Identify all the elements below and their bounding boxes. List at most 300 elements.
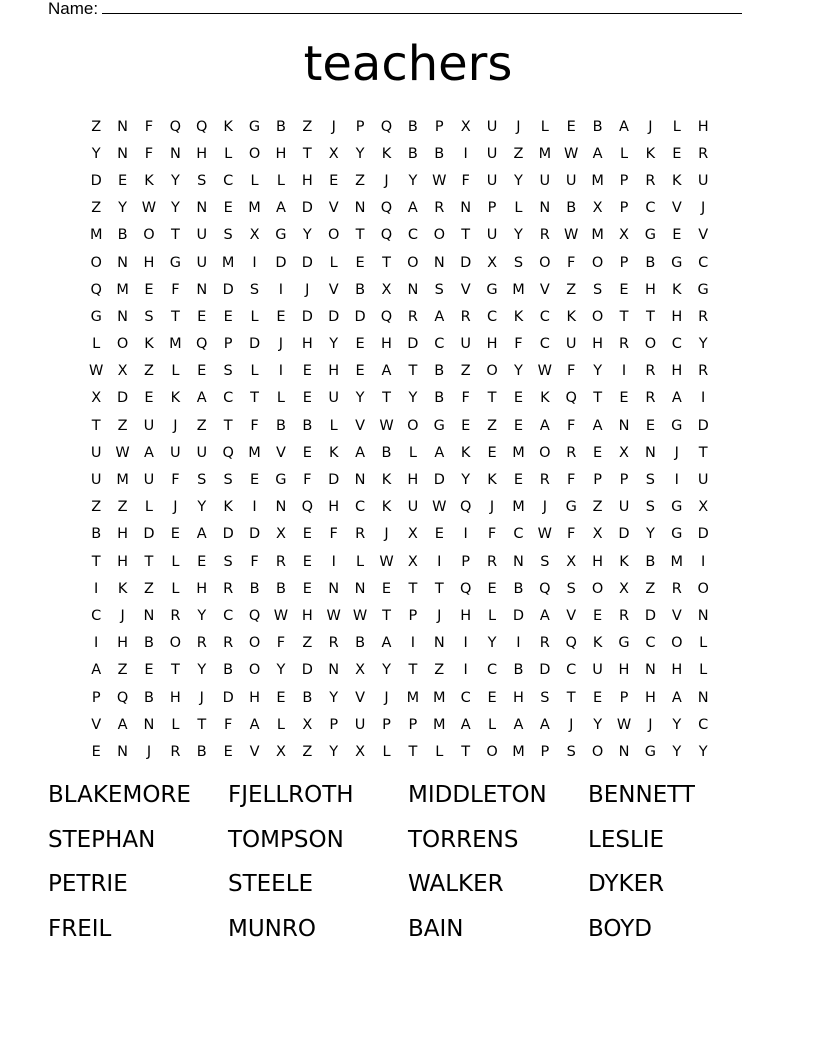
grid-letter: L <box>382 743 391 760</box>
grid-letter: R <box>645 363 656 380</box>
grid-letter: Y <box>672 743 682 760</box>
word-list-item: WALKER <box>408 871 504 897</box>
grid-letter: V <box>91 716 102 733</box>
grid-letter: T <box>91 417 101 434</box>
grid-letter: Q <box>169 118 182 135</box>
grid-letter: I <box>94 635 99 652</box>
grid-letter: H <box>381 336 392 353</box>
grid-letter: F <box>567 417 576 434</box>
grid-letter: T <box>382 390 391 407</box>
grid-letter: E <box>513 472 524 489</box>
word-list-item: BENNETT <box>588 782 695 808</box>
grid-letter: Y <box>197 607 207 624</box>
grid-letter: Y <box>329 689 339 706</box>
grid-letter: G <box>565 499 577 516</box>
grid-letter: E <box>118 172 128 189</box>
grid-letter: J <box>278 336 284 353</box>
grid-letter: R <box>407 308 418 325</box>
grid-letter: B <box>117 227 128 244</box>
grid-letter: K <box>672 172 682 189</box>
grid-letter: G <box>433 417 445 434</box>
grid-letter: N <box>143 607 155 624</box>
grid-letter: X <box>355 662 366 679</box>
grid-letter: X <box>698 499 709 516</box>
grid-letter: G <box>275 472 287 489</box>
grid-letter: V <box>671 200 682 217</box>
grid-letter: H <box>275 145 287 162</box>
grid-row <box>83 195 716 222</box>
grid-letter: I <box>410 635 416 652</box>
grid-letter: E <box>355 254 365 271</box>
grid-letter: K <box>328 444 339 461</box>
grid-letter: U <box>196 254 208 271</box>
grid-letter: H <box>143 254 155 271</box>
grid-letter: Y <box>355 390 365 407</box>
grid-letter: W <box>432 172 447 189</box>
grid-letter: R <box>539 227 550 244</box>
grid-row <box>83 494 716 521</box>
grid-letter: D <box>222 689 234 706</box>
grid-row <box>83 140 716 167</box>
grid-letter: I <box>621 363 627 380</box>
grid-letter: E <box>593 689 603 706</box>
grid-letter: M <box>248 200 261 217</box>
grid-letter: E <box>355 363 365 380</box>
grid-letter: S <box>223 553 233 570</box>
grid-letter: N <box>644 662 656 679</box>
grid-letter: G <box>644 743 657 760</box>
grid-letter: T <box>566 689 576 706</box>
grid-letter: D <box>222 281 234 298</box>
grid-letter: B <box>144 689 154 706</box>
grid-letter: J <box>489 499 495 516</box>
grid-letter: B <box>223 662 234 679</box>
grid-letter: L <box>435 743 444 760</box>
word-list-item: STEELE <box>228 871 314 897</box>
grid-letter: Y <box>329 743 339 760</box>
grid-letter: V <box>671 607 682 624</box>
grid-letter: U <box>90 472 102 489</box>
grid-letter: Z <box>91 200 102 217</box>
name-blank-line <box>102 0 742 14</box>
grid-letter: D <box>433 472 445 489</box>
grid-letter: E <box>381 580 392 597</box>
grid-letter: H <box>301 172 313 189</box>
grid-letter: Q <box>565 390 577 407</box>
grid-row <box>83 548 716 575</box>
grid-letter: N <box>433 635 445 652</box>
grid-letter: D <box>512 607 525 624</box>
grid-row <box>83 222 716 249</box>
grid-letter: H <box>671 662 683 679</box>
grid-letter: A <box>434 308 445 325</box>
grid-letter: F <box>329 526 338 543</box>
grid-row <box>83 113 716 140</box>
grid-letter: E <box>329 172 339 189</box>
grid-letter: R <box>223 635 234 652</box>
grid-letter: C <box>486 308 498 325</box>
grid-letter: N <box>697 689 709 706</box>
grid-row <box>83 466 716 493</box>
grid-row <box>83 630 716 657</box>
grid-letter: I <box>252 499 257 516</box>
grid-letter: K <box>645 145 656 162</box>
grid-letter: N <box>354 200 366 217</box>
grid-letter: J <box>569 716 574 733</box>
grid-letter: D <box>90 172 102 189</box>
grid-row <box>83 249 716 276</box>
grid-letter: M <box>116 281 129 298</box>
grid-letter: M <box>512 743 525 760</box>
grid-letter: X <box>407 553 418 570</box>
grid-letter: Z <box>91 499 102 516</box>
grid-letter: A <box>539 607 550 624</box>
grid-letter: X <box>355 743 366 760</box>
grid-letter: Y <box>408 390 418 407</box>
grid-letter: C <box>671 336 682 353</box>
grid-letter: V <box>328 200 339 217</box>
grid-letter: L <box>329 417 338 434</box>
grid-letter: N <box>196 281 208 298</box>
grid-letter: P <box>329 716 339 733</box>
grid-letter: H <box>196 145 208 162</box>
grid-letter: I <box>463 526 468 543</box>
grid-letter: F <box>487 526 497 543</box>
grid-letter: S <box>197 172 207 189</box>
grid-letter: A <box>434 444 445 461</box>
grid-letter: Y <box>355 145 365 162</box>
grid-letter: X <box>619 580 629 597</box>
grid-letter: F <box>567 526 576 543</box>
grid-letter: Z <box>487 417 498 434</box>
grid-letter: D <box>301 200 313 217</box>
grid-letter: H <box>301 336 313 353</box>
grid-letter: J <box>648 716 653 733</box>
grid-letter: X <box>566 553 577 570</box>
grid-letter: K <box>223 118 233 135</box>
grid-letter: E <box>223 743 233 760</box>
grid-row <box>83 602 716 629</box>
grid-letter: Y <box>170 172 180 189</box>
grid-letter: Z <box>434 662 445 679</box>
grid-letter: K <box>381 145 392 162</box>
grid-letter: Z <box>645 580 656 597</box>
grid-letter: U <box>486 118 498 135</box>
grid-letter: D <box>328 308 340 325</box>
grid-letter: W <box>564 227 579 244</box>
grid-letter: U <box>407 499 419 516</box>
grid-letter: Y <box>461 472 471 489</box>
grid-letter: Y <box>514 227 523 244</box>
grid-letter: R <box>671 580 682 597</box>
grid-letter: O <box>407 254 419 271</box>
grid-letter: B <box>355 281 366 298</box>
grid-letter: G <box>671 526 683 543</box>
grid-letter: D <box>117 390 129 407</box>
grid-letter: D <box>275 254 287 271</box>
grid-letter: A <box>381 635 392 652</box>
grid-letter: E <box>170 526 180 543</box>
grid-letter: I <box>463 662 468 679</box>
grid-letter: M <box>538 145 552 162</box>
grid-letter: L <box>514 200 523 217</box>
grid-letter: L <box>699 662 708 679</box>
grid-letter: Q <box>196 118 208 135</box>
grid-letter: Y <box>197 662 207 679</box>
grid-letter: K <box>540 390 550 407</box>
grid-letter: J <box>701 200 706 217</box>
grid-letter: R <box>539 635 550 652</box>
grid-letter: C <box>645 635 656 652</box>
grid-letter: N <box>117 308 129 325</box>
grid-letter: B <box>302 689 313 706</box>
grid-letter: N <box>618 743 630 760</box>
grid-letter: A <box>592 417 603 434</box>
grid-letter: A <box>460 716 471 733</box>
grid-letter: I <box>701 553 706 570</box>
grid-letter: A <box>619 118 629 135</box>
grid-letter: T <box>170 227 180 244</box>
grid-letter: T <box>645 308 655 325</box>
grid-letter: R <box>275 553 286 570</box>
grid-letter: P <box>434 118 444 135</box>
grid-letter: K <box>566 308 576 325</box>
grid-letter: G <box>248 118 261 135</box>
grid-letter: O <box>591 254 604 271</box>
grid-letter: U <box>486 172 498 189</box>
grid-letter: B <box>407 118 418 135</box>
grid-letter: R <box>698 145 709 162</box>
grid-letter: Y <box>91 145 101 162</box>
grid-letter: X <box>619 227 629 244</box>
grid-letter: L <box>488 607 497 624</box>
grid-letter: H <box>460 607 472 624</box>
grid-letter: U <box>143 417 155 434</box>
grid-letter: O <box>671 635 683 652</box>
grid-letter: W <box>352 607 368 624</box>
grid-letter: F <box>144 118 154 135</box>
grid-letter: X <box>249 227 260 244</box>
grid-row <box>83 711 716 738</box>
grid-letter: Q <box>90 281 102 298</box>
grid-letter: X <box>275 743 286 760</box>
grid-letter: O <box>90 254 102 271</box>
grid-letter: Z <box>91 118 102 135</box>
grid-letter: E <box>302 553 312 570</box>
grid-letter: N <box>328 580 340 597</box>
grid-letter: G <box>486 281 498 298</box>
grid-letter: L <box>329 254 338 271</box>
grid-letter: E <box>197 553 207 570</box>
word-list-item: LESLIE <box>588 826 665 853</box>
grid-letter: T <box>382 607 391 624</box>
grid-letter: E <box>672 227 682 244</box>
grid-letter: M <box>89 227 103 244</box>
grid-letter: U <box>196 444 208 461</box>
grid-letter: C <box>486 662 498 679</box>
grid-letter: I <box>94 580 99 597</box>
grid-letter: R <box>170 743 181 760</box>
grid-letter: D <box>354 308 366 325</box>
grid-letter: L <box>224 145 233 162</box>
grid-letter: E <box>434 526 444 543</box>
grid-letter: V <box>539 281 550 298</box>
grid-letter: R <box>434 200 445 217</box>
grid-letter: B <box>275 417 286 434</box>
grid-letter: G <box>671 254 683 271</box>
grid-letter: Y <box>197 499 207 516</box>
grid-letter: Z <box>355 172 366 189</box>
grid-letter: T <box>250 390 259 407</box>
grid-letter: U <box>697 172 709 189</box>
grid-letter: L <box>540 118 549 135</box>
grid-letter: Z <box>117 417 128 434</box>
grid-letter: X <box>460 118 471 135</box>
grid-letter: Z <box>117 499 128 516</box>
grid-letter: C <box>407 227 418 244</box>
word-list-item: FJELLROTH <box>228 782 354 808</box>
grid-letter: H <box>592 336 604 353</box>
word-list-item: TORRENS <box>408 826 519 853</box>
grid-letter: G <box>671 499 683 516</box>
grid-letter: C <box>223 172 234 189</box>
grid-letter: F <box>567 254 576 271</box>
grid-letter: Z <box>196 417 207 434</box>
grid-letter: K <box>144 172 154 189</box>
grid-letter: W <box>537 526 552 543</box>
grid-letter: R <box>618 336 630 353</box>
word-list-item: MUNRO <box>228 915 316 942</box>
name-label: Name: <box>48 0 99 18</box>
grid-letter: E <box>619 390 629 407</box>
grid-letter: E <box>223 200 233 217</box>
grid-letter: D <box>697 526 709 543</box>
grid-letter: B <box>144 635 154 652</box>
grid-letter: A <box>249 716 260 733</box>
grid-letter: D <box>618 526 630 543</box>
grid-letter: C <box>223 390 234 407</box>
grid-letter: G <box>671 417 683 434</box>
grid-letter: A <box>539 716 550 733</box>
grid-letter: Y <box>302 227 312 244</box>
grid-letter: O <box>407 417 419 434</box>
grid-letter: U <box>539 172 551 189</box>
grid-letter: A <box>196 526 207 543</box>
grid-letter: E <box>566 118 576 135</box>
grid-letter: J <box>120 607 125 624</box>
grid-letter: F <box>303 472 312 489</box>
grid-letter: Z <box>302 743 313 760</box>
grid-letter: R <box>328 635 339 652</box>
grid-letter: N <box>117 118 129 135</box>
grid-letter: T <box>461 227 471 244</box>
grid-letter: Y <box>408 172 418 189</box>
grid-letter: K <box>672 281 682 298</box>
grid-letter: S <box>223 472 233 489</box>
grid-letter: E <box>487 580 497 597</box>
grid-letter: J <box>674 444 679 461</box>
grid-letter: E <box>487 444 497 461</box>
grid-letter: I <box>252 254 257 271</box>
grid-letter: E <box>513 417 524 434</box>
grid-letter: N <box>275 499 287 516</box>
grid-letter: U <box>354 716 366 733</box>
grid-letter: A <box>381 363 392 380</box>
grid-letter: J <box>542 499 547 516</box>
grid-letter: O <box>539 254 551 271</box>
grid-letter: M <box>221 254 235 271</box>
grid-letter: L <box>144 499 154 516</box>
grid-letter: R <box>618 607 630 624</box>
grid-letter: W <box>564 145 579 162</box>
grid-letter: T <box>434 580 444 597</box>
grid-row <box>83 684 716 711</box>
grid-row <box>83 738 716 765</box>
grid-letter: J <box>173 499 178 516</box>
grid-letter: L <box>250 363 259 380</box>
grid-letter: H <box>117 553 129 570</box>
grid-letter: P <box>355 118 365 135</box>
grid-letter: C <box>355 499 366 516</box>
grid-letter: O <box>328 227 340 244</box>
grid-letter: Q <box>196 336 208 353</box>
grid-letter: K <box>144 336 154 353</box>
grid-letter: K <box>592 635 603 652</box>
grid-letter: B <box>434 390 445 407</box>
grid-letter: U <box>143 472 155 489</box>
grid-letter: R <box>355 526 366 543</box>
grid-row <box>83 575 716 602</box>
grid-letter: D <box>301 662 313 679</box>
grid-letter: V <box>328 281 339 298</box>
grid-letter: T <box>698 444 708 461</box>
grid-letter: T <box>461 743 471 760</box>
grid-letter: F <box>250 417 259 434</box>
grid-letter: L <box>171 716 180 733</box>
grid-letter: M <box>512 444 525 461</box>
word-list-item: STEPHAN <box>48 826 156 853</box>
grid-letter: Y <box>514 172 523 189</box>
grid-letter: Z <box>144 580 154 597</box>
grid-letter: L <box>171 363 180 380</box>
grid-letter: T <box>223 417 233 434</box>
word-list-item: MIDDLETON <box>408 782 547 808</box>
grid-letter: O <box>486 363 498 380</box>
grid-letter: I <box>701 390 706 407</box>
grid-letter: B <box>355 635 366 652</box>
grid-letter: Q <box>248 607 261 624</box>
grid-letter: P <box>619 689 629 706</box>
grid-letter: U <box>486 145 498 162</box>
grid-row <box>83 412 716 439</box>
grid-letter: X <box>91 390 102 407</box>
grid-letter: C <box>698 716 709 733</box>
grid-letter: S <box>197 472 207 489</box>
grid-letter: B <box>381 444 392 461</box>
grid-letter: S <box>513 254 524 271</box>
grid-letter: L <box>250 308 259 325</box>
grid-letter: A <box>91 662 102 679</box>
grid-letter: L <box>276 172 285 189</box>
grid-letter: R <box>698 308 709 325</box>
grid-letter: F <box>461 172 470 189</box>
grid-letter: C <box>513 526 524 543</box>
grid-row <box>83 303 716 330</box>
grid-letter: S <box>566 580 576 597</box>
grid-letter: I <box>463 145 468 162</box>
grid-letter: N <box>513 553 524 570</box>
grid-letter: D <box>407 336 419 353</box>
